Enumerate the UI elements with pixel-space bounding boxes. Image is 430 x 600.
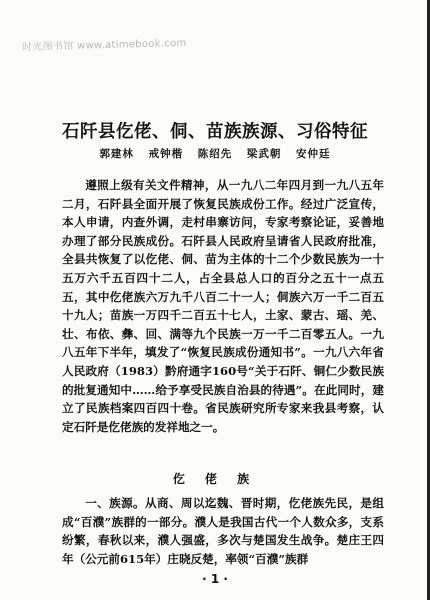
article-title: 石阡县仡佬、侗、苗族族源、习俗特征 — [62, 122, 368, 142]
page-number: · 1 · — [202, 572, 228, 586]
intro-body — [62, 176, 384, 436]
watermark: 时光图书馆 www.atimebook.com — [21, 37, 187, 54]
intro-paragraph: 遵照上级有关文件精神，从一九八二年四月到一九八五年二月，石阡县全面开展了恢复民族成份工作。经过广泛宣传，本人申请，内查外调，走村串寨访问，专家考察论证，妥善地办理了部分民族成份。石阡县人民政府呈请省人民政府批准，全县共恢复了以仡佬、侗、苗为主体的十二个少数民族为一十五万六千五百四十二人，占全县总人口的百分之五十一点五五，其中仡佬族六万九千八百二十一人；侗族六万一千二百五十九人；苗族一万四千二百五十七人，土家、蒙古、瑶、羌、壮、布依、彝、回、满等九个民族一万一千二百零五人。一九八五年下半年，填发了“恢复民族成份通知书”。一九八六年省人民政府（1983）黔府通字160号“关于石阡、铜仁少数民族的批复通知中……给予享受民族自治县的待遇”。在此同时，建立了民族档案四百四十卷。省民族研究所专家来我县考察，认定石阡是仡佬族的发祥地之一。 — [62, 178, 384, 434]
section-heading: 仡 佬 族 — [172, 472, 258, 486]
author-line: 郭建林 戒钟楷 陈绍先 梁武朝 安仲廷 — [99, 148, 331, 160]
section-paragraph: 一、族源。从商、周以迄魏、晋时期，仡佬族先民，是组成“百濮”族群的一部分。濮人是我国古代一个人数众多，支系纷繁，春秋以来，濮人强盛，多次与楚国发生战争。楚庄王四年（公元前615年）庄晓反楚，率领“百濮”族群 — [62, 496, 384, 566]
section-body — [62, 494, 384, 568]
